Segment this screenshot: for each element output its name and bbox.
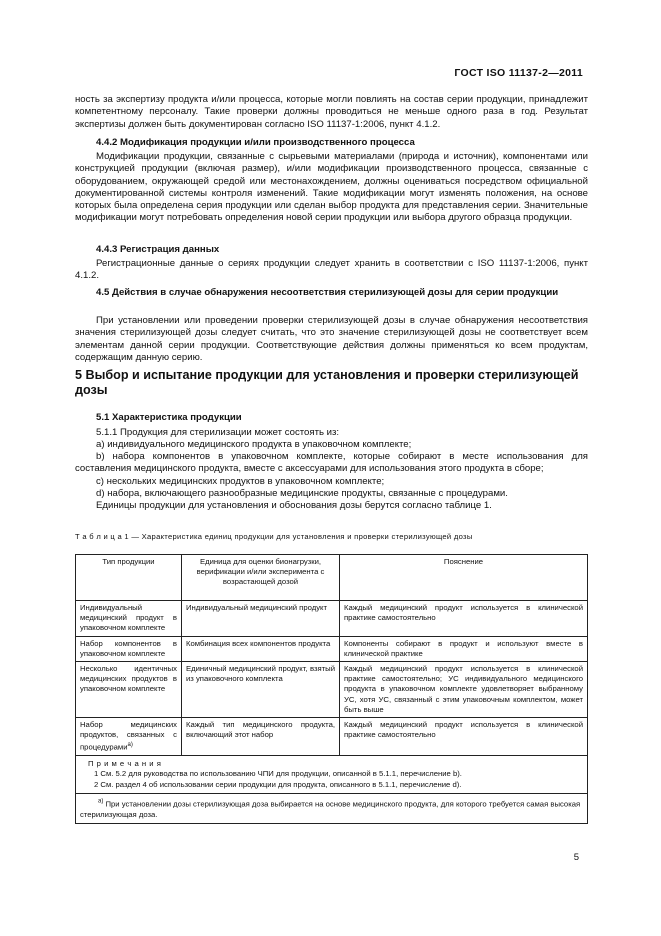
table-caption: Т а б л и ц а 1 — Характеристика единиц продукции для установления и проверки стерилизующей дозы (75, 532, 473, 541)
table-cell (76, 718, 182, 756)
table-cell: Комбинация всех компонентов продукта (182, 636, 340, 661)
table-row (76, 718, 588, 756)
notes-title: П р и м е ч а н и я (88, 759, 162, 769)
table-cell: Каждый тип медицинского продукта, включающий этот набор (182, 718, 340, 756)
footnote-mark-text: а) (98, 798, 104, 805)
table-row (76, 601, 588, 637)
paragraph: 5.1.1 Продукция для стерилизации может состоять из: (96, 427, 340, 438)
footnote-mark (80, 799, 103, 808)
paragraph: ность за экспертизу продукта и/или процесса, которые могли повлиять на состав серии продукции, принадлежит компетентному персоналу. Такие проверки должны проводиться не меньше одного раза в год. Результат экспертизы должен быть документирован согласно ISO 11137-1:2006, пункт 4.1.2. (75, 94, 588, 130)
table-cell: Индивидуальный медицинский продукт (182, 601, 340, 637)
footnote-text: При установлении дозы стерилизующая доза выбирается на основе медицинского продукта, для которого требуется самая высокая стерилизующая доза. (80, 799, 581, 819)
table-cell: Каждый медицинский продукт используется в клинической практике самостоятельно (340, 601, 588, 637)
table-cell: Несколько идентичных медицинских продуктов в упаковочном комплекте (76, 662, 182, 718)
section-heading-5: 5 Выбор и испытание продукции для установления и проверки стерилизующей дозы (75, 368, 579, 397)
paragraph: Единицы продукции для установления и обоснования дозы берутся согласно таблице 1. (96, 500, 492, 511)
table-header-row (76, 555, 588, 601)
table-row (76, 636, 588, 661)
column-header: Пояснение (340, 555, 588, 601)
heading-4-5: 4.5 Действия в случае обнаружения несоответствия стерилизующей дозы для серии продукции (96, 287, 559, 298)
document-code: ГОСТ ISO 11137-2—2011 (454, 67, 583, 79)
table-cell: Каждый медицинский продукт используется в клинической практике самостоятельно (340, 718, 588, 756)
table-cell: Компоненты собирают в продукт и используют вместе в клинической практике (340, 636, 588, 661)
product-table (75, 554, 588, 824)
paragraph: Модификации продукции, связанные с сырьевыми материалами (природа и источник), компонентами или конструкцией продукции (включая размер), и/или модификации производственного процесса, связанные с оборудованием, окружающей средой или местонахождением, должны оцениваться посредством официальной документированной системы контроля изменений. Такие модификации могут изменять положения, на основе которых была определена серия продукции или сделан выбор продукта для представления серии. Значительные модификации могут потребовать определения новой серии продукции или выбора другого образца продукции. (75, 151, 588, 224)
note: 2 См. раздел 4 об использовании серии продукции для продукта, описанного в 5.1.1, перечисление d). (94, 779, 462, 789)
table-notes-row (76, 756, 588, 794)
table-cell: Каждый медицинский продукт используется в клинической практике самостоятельно; УС индивидуального медицинского продукта в упаковочном комплекте удовлетворяет выбранному УС, хотя УС, связанный с этим упаковочным комплектом, может быть выше (340, 662, 588, 718)
table-cell: Единичный медицинский продукт, взятый из упаковочного комплекта (182, 662, 340, 718)
table-cell: Индивидуальный медицинский продукт в упаковочном комплекте (76, 601, 182, 637)
table-footnote-row (76, 793, 588, 823)
list-item: c) нескольких медицинских продуктов в упаковочном комплекте; (96, 476, 385, 487)
list-item: d) набора, включающего разнообразные медицинские продукты, связанные с процедурами. (96, 488, 508, 499)
heading-4-4-3: 4.4.3 Регистрация данных (96, 244, 220, 255)
column-header: Тип продукции (76, 555, 182, 601)
paragraph: При установлении или проведении проверки стерилизующей дозы в случае обнаружения несоответствия значения стерилизующей дозы следует считать, что это значение стерилизующей дозы не соответствует всем элементам данной серии продукции. Соответствующие действия должны применяться ко всем продуктам, содержащим данную серию. (75, 315, 588, 363)
note: 1 См. 5.2 для руководства по использованию ЧПИ для продукции, описанной в 5.1.1, перечисление b). (94, 769, 462, 779)
cell-text: Набор медицинских продуктов, связанных с процедурами (80, 720, 177, 752)
heading-5-1: 5.1 Характеристика продукции (96, 412, 242, 423)
heading-4-4-2: 4.4.2 Модификация продукции и/или производственного процесса (96, 137, 415, 148)
column-header: Единица для оценки бионагрузки, верификации и/или эксперимента с возрастающей дозой (182, 555, 340, 601)
footnote-ref: а) (127, 742, 133, 749)
table-row (76, 662, 588, 718)
paragraph: Регистрационные данные о сериях продукции следует хранить в соответствии с ISO 11137-1:2006, пункт 4.1.2. (75, 258, 588, 282)
page-number: 5 (573, 852, 579, 863)
list-item: a) индивидуального медицинского продукта в упаковочном комплекте; (96, 439, 412, 450)
list-item: b) набора компонентов в упаковочном комплекте, которые собирают в месте использования для составления медицинского продукта, вместе с аксессуарами для использования этого продукта в сборе; (75, 451, 588, 475)
table-cell: Набор компонентов в упаковочном комплекте (76, 636, 182, 661)
